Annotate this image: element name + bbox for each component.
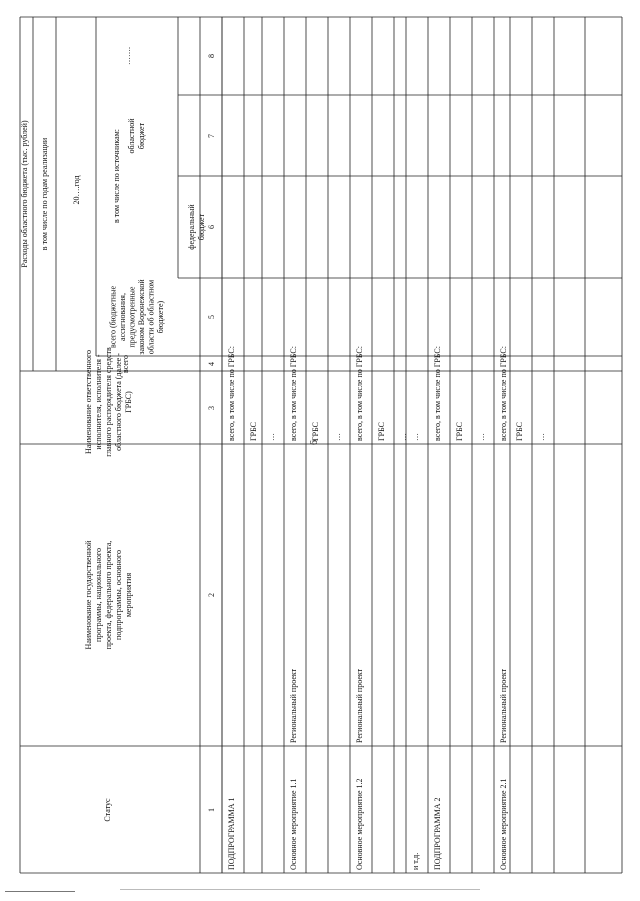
row-responsible: …: [537, 433, 546, 441]
row-responsible: всего, в том числе по ГРБС:: [355, 346, 364, 441]
row-responsible: …: [477, 433, 486, 441]
col-number: 2: [207, 593, 216, 597]
row-responsible: …: [333, 433, 342, 441]
col-number: 6: [207, 225, 216, 229]
header-federal: федеральный: [187, 204, 196, 250]
header-year: 20….год: [72, 175, 81, 205]
header-ellipsis: …….: [123, 47, 132, 65]
header-year-total: законом Воронежской: [136, 279, 146, 355]
row-status: Основное мероприятие 1.2: [355, 778, 364, 870]
header-year-total: области об областном: [146, 279, 156, 355]
row-status: и т.д.: [411, 852, 420, 870]
header-by-years: в том числе по годам реализации: [40, 137, 49, 251]
row-responsible: ГРБС: [515, 422, 524, 441]
header-total: всего: [121, 354, 130, 374]
col-number: 4: [207, 362, 216, 366]
page-number: 6: [309, 440, 320, 445]
col-number: 1: [207, 808, 216, 812]
header-regional: бюджет: [137, 122, 146, 150]
row-responsible: …: [411, 433, 420, 441]
header-responsible: исполнителя, исполнителя -: [94, 354, 103, 450]
row-status: Основное мероприятие 2.1: [499, 778, 508, 870]
bottom-rule-faint: [120, 889, 480, 890]
header-name: проекта, федерального проекта,: [104, 540, 113, 650]
row-name: Региональный проект: [355, 668, 364, 743]
row-status: ПОДПРОГРАММА 1: [227, 797, 236, 870]
row-responsible: всего, в том числе по ГРБС:: [289, 346, 298, 441]
header-name: Наименование государственной: [84, 540, 93, 650]
row-responsible: ГРБС: [311, 422, 320, 441]
header-year-total: ассигнования,: [117, 293, 127, 341]
row-responsible: ГРБС: [455, 422, 464, 441]
row-responsible: ГРБС: [377, 422, 386, 441]
header-by-sources: в том числе по источникам:: [112, 129, 121, 223]
header-name: мероприятия: [124, 572, 133, 618]
row-name: Региональный проект: [289, 668, 298, 743]
row-responsible: всего, в том числе по ГРБС:: [499, 346, 508, 441]
col-number: 8: [207, 54, 216, 58]
row-responsible: всего, в том числе по ГРБС:: [227, 346, 236, 441]
col-number: 7: [207, 134, 216, 138]
row-responsible: …: [267, 433, 276, 441]
row-responsible: ГРБС: [249, 422, 258, 441]
header-status: Статус: [103, 798, 112, 822]
header-responsible: областного бюджета (далее -: [114, 353, 123, 451]
header-responsible: Наименование ответственного: [84, 349, 93, 455]
header-expenses: Расходы областного бюджета (тыс. рублей): [20, 120, 29, 268]
header-regional: областной: [127, 118, 136, 154]
header-name: программы, национального: [94, 548, 103, 642]
row-responsible: …: [399, 433, 408, 441]
header-year-total: бюджете): [155, 300, 165, 334]
header-name: подпрограммы, основного: [114, 550, 123, 640]
row-status: Основное мероприятие 1.1: [289, 778, 298, 870]
header-responsible: ГРБС): [124, 391, 133, 413]
col-number: 5: [207, 315, 216, 319]
header-year-total: всего (бюджетные: [108, 285, 118, 349]
col-number: 3: [207, 406, 216, 410]
header-responsible: главного распорядителя средств: [104, 347, 113, 457]
row-name: Региональный проект: [499, 668, 508, 743]
row-status: ПОДПРОГРАММА 2: [433, 797, 442, 870]
header-year-total: предусмотренные: [127, 286, 137, 348]
bottom-rule: [5, 891, 75, 892]
header-federal: бюджет: [197, 213, 206, 241]
row-responsible: всего, в том числе по ГРБС:: [433, 346, 442, 441]
